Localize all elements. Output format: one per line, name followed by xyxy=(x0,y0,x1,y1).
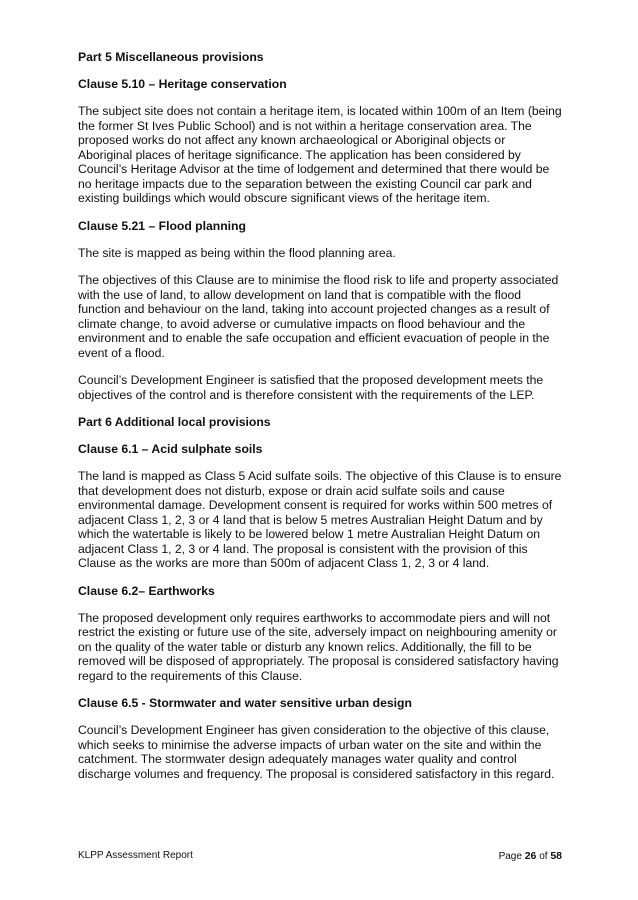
clause-5-21-paragraph-1: The site is mapped as being within the flood planning area. xyxy=(78,245,396,260)
part6-heading: Part 6 Additional local provisions xyxy=(78,415,271,429)
clause-5-21-heading: Clause 5.21 – Flood planning xyxy=(78,218,246,233)
clause-5-10-paragraph: The subject site does not contain a heritage item, is located within 100m of an Item (being the former St Ives Public School) and is not within a heritage conservation area. The proposed works do not affect any known archaeological or Aboriginal objects or Aboriginal places of heritage significance. The application has been considered by Council’s Heritage Advisor at the time of lodgement and determined that there would be no heritage impacts due to the separation between the existing Council car park and existing buildings which would obscure significant views of the heritage item. xyxy=(78,104,562,205)
page-label: Page xyxy=(498,851,522,862)
page-number xyxy=(499,849,562,864)
clause-6-5-heading: Clause 6.5 - Stormwater and water sensitive urban design xyxy=(78,696,412,710)
page-of: of xyxy=(539,851,548,862)
page-footer xyxy=(78,849,562,864)
part5-heading: Part 5 Miscellaneous provisions xyxy=(78,50,264,64)
clause-6-1-paragraph: The land is mapped as Class 5 Acid sulfate soils. The objective of this Clause is to ensure that development does not disturb, expose or drain acid sulfate soils and cause environmental damage. Development consent is required for works within 500 metres of adjacent Class 1, 2, 3 or 4 land that is below 5 metres Australian Height Datum and by which the watertable is likely to be lowered below 1 metre Australian Height Datum on adjacent Class 1, 2, 3 or 4 land. The proposal is consistent with the provision of this Clause as the works are more than 500m of adjacent Class 1, 2, 3 or 4 land. xyxy=(78,469,562,570)
clause-5-10-heading: Clause 5.10 – Heritage conservation xyxy=(78,77,287,91)
page-total: 58 xyxy=(550,850,562,862)
page-current: 26 xyxy=(524,850,537,862)
clause-6-1-heading: Clause 6.1 – Acid sulphate soils xyxy=(78,442,263,456)
clause-6-5-paragraph: Council’s Development Engineer has given consideration to the objective of this clause, which seeks to minimise the adverse impacts of urban water on the site and within the catchment. The stormwater design adequately manages water quality and control discharge volumes and frequency. The proposal is considered satisfactory in this regard. xyxy=(78,723,555,781)
clause-6-2-paragraph: The proposed development only requires earthworks to accommodate piers and will not restrict the existing or future use of the site, adversely impact on neighbouring amenity or on the quality of the water table or disturb any known relics. Additionally, the fill to be removed will be disposed of appropriately. The proposal is considered satisfactory having regard to the requirements of this Clause. xyxy=(78,610,559,683)
clause-5-21-paragraph-2: The objectives of this Clause are to minimise the flood risk to life and property associated with the use of land, to allow development on land that is compatible with the flood function and behaviour on the land, taking into account projected changes as a result of climate change, to avoid adverse or cumulative impacts on flood behaviour and the environment and to enable the safe occupation and efficient evacuation of people in the event of a flood. xyxy=(78,273,559,360)
clause-6-2-heading: Clause 6.2– Earthworks xyxy=(78,583,215,598)
document-page xyxy=(78,50,562,794)
report-name: KLPP Assessment Report xyxy=(78,850,193,861)
clause-5-21-paragraph-3: Council’s Development Engineer is satisfied that the proposed development meets the objectives of the control and is therefore consistent with the requirements of the LEP. xyxy=(78,373,544,402)
